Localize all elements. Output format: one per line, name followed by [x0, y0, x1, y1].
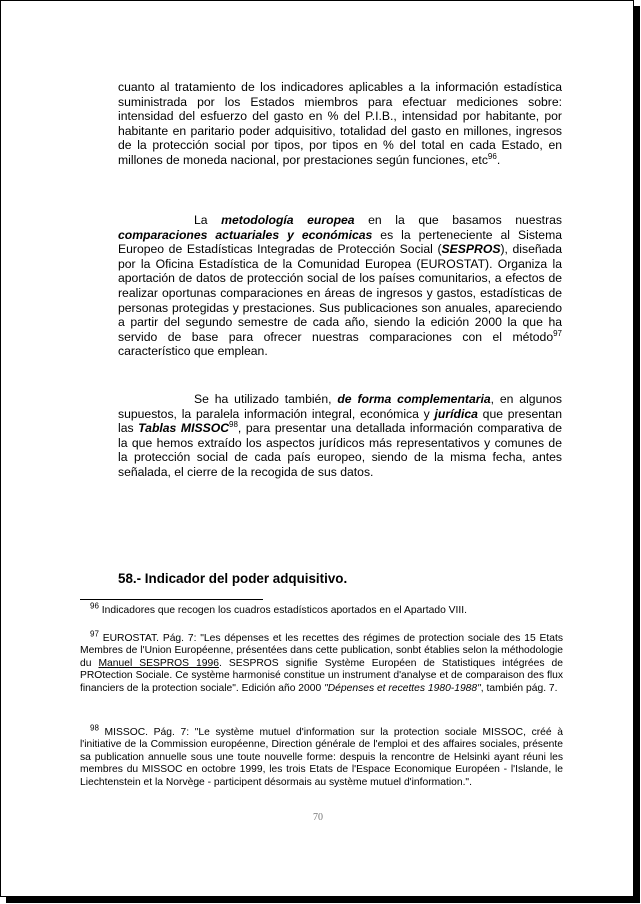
paragraph-indicators: cuanto al tratamiento de los indicadores aplicables a la información estadística suministrada por los Estados miembros para efectuar mediciones sobre: intensidad del esfuerzo del gasto en % del P.I.B., intensidad por habitante, por habitante en paritario poder adquisitivo, totalidad del gasto en millones, ingresos de la protección social por tipos, por tipos en % del total en cada Estado, en millones de moneda nacional, por prestaciones según funciones, etc$^{96}$.: [118, 80, 562, 167]
emphasis-text: jurídica: [434, 406, 478, 421]
paragraph-missoc: Se ha utilizado también, de forma complementaria, en algunos supuestos, la paralela información integral, económica y jurídica que presentan las Tablas MISSOC$^{98}$, para presentar una detallada información comparativa de la que hemos extraído los aspectos jurídicos más representativos y comunes de la protección social de cada país europeo, siendo de la misma fecha, antes señalada, el cierre de la recogida de sus datos.: [118, 392, 563, 479]
footnote-ref-96[interactable]: 96: [487, 151, 497, 161]
page-shadow-bottom: [6, 897, 640, 903]
manual-reference: Manuel SESPROS 1996: [98, 657, 219, 669]
footnote-96: $^{96}$ Indicadores que recogen los cuadros estadísticos aportados en el Apartado VIII.: [90, 601, 467, 616]
emphasis-text: metodología europea: [221, 213, 355, 227]
paragraph-text: cuanto al tratamiento de los indicadores aplicables a la información estadística suministrada por los Estados miembros para efectuar mediciones sobre: intensidad del esfuerzo del gasto en % del P.I.B., intensidad por habitante, por habitante en paritario poder adquisitivo, totalidad del gasto en millones, ingresos de la protección social por tipos, por tipos en % del total en cada Estado, en millones de moneda nacional, por prestaciones según funciones, etc: [118, 80, 562, 167]
emphasis-text: SESPROS: [441, 242, 501, 257]
footnote-separator: [80, 599, 263, 600]
footnote-ref-97[interactable]: 97: [553, 328, 562, 338]
footnote-ref-98[interactable]: 98: [229, 420, 238, 430]
page-number: 70: [313, 812, 323, 823]
paragraph-methodology: La metodología europea en la que basamos nuestras comparaciones actuariales y económicas es la perteneciente al Sistema Europeo de Estadísticas Integradas de Protección Social (SESPROS), diseñada por la Oficina Estadística de la Comunidad Europea (EUROSTAT). Organiza la aportación de datos de protección social de los países comunitarios, a efectos de realizar oportunas comparaciones en áreas de ingresos y gastos, estadísticas de personas protegidas y prestaciones. Sus publicaciones son anuales, apareciendo a partir del segundo semestre de cada año, siendo la edición 2000 la que ha servido de base para ofrecer nuestras comparaciones con el método$^{97}$ característico que emplean.: [118, 213, 563, 359]
section-heading: 58.- Indicador del poder adquisitivo.: [118, 571, 348, 586]
page-shadow-right: [634, 6, 640, 903]
footnote-97: $^{97}$ EUROSTAT. Pág. 7: "Les dépenses et les recettes des régimes de protection sociale des 15 Etats Membres de l'Union Européenne, présentées dans cette publication, sonbt établies selon la méthodologie du Manuel SESPROS 1996. SESPROS signifie Système Européen de Statistiques intégrées de PROtection Sociale. Ce système harmonisé constitue un instrument d'analyse et de comparaison des flux financiers de la protection sociale". Edición año 2000 "Dépenses et recettes 1980-1988", también pág. 7.: [80, 629, 563, 694]
footnote-98: $^{98}$ MISSOC. Pág. 7: "Le système mutuel d'information sur la protection sociale MISSOC, créé à l'initiative de la Commission européenne, Direction générale de l'emploi et des affaires sociales, présente sa publication annuelle sous une toute nouvelle forme: despuis la rencontre de Helsinki ayant réuni les membres du MISSOC en octobre 1999, les trois Etats de l'Espace Economique Européen - l'Islande, le Liechtenstein et la Norvège - participent désormais au système mutuel d'information.".: [80, 723, 563, 788]
emphasis-text: Tablas MISSOC: [138, 421, 229, 436]
emphasis-text: comparaciones actuariales y económicas: [118, 227, 373, 242]
emphasis-text: de forma complementaria: [337, 392, 491, 406]
